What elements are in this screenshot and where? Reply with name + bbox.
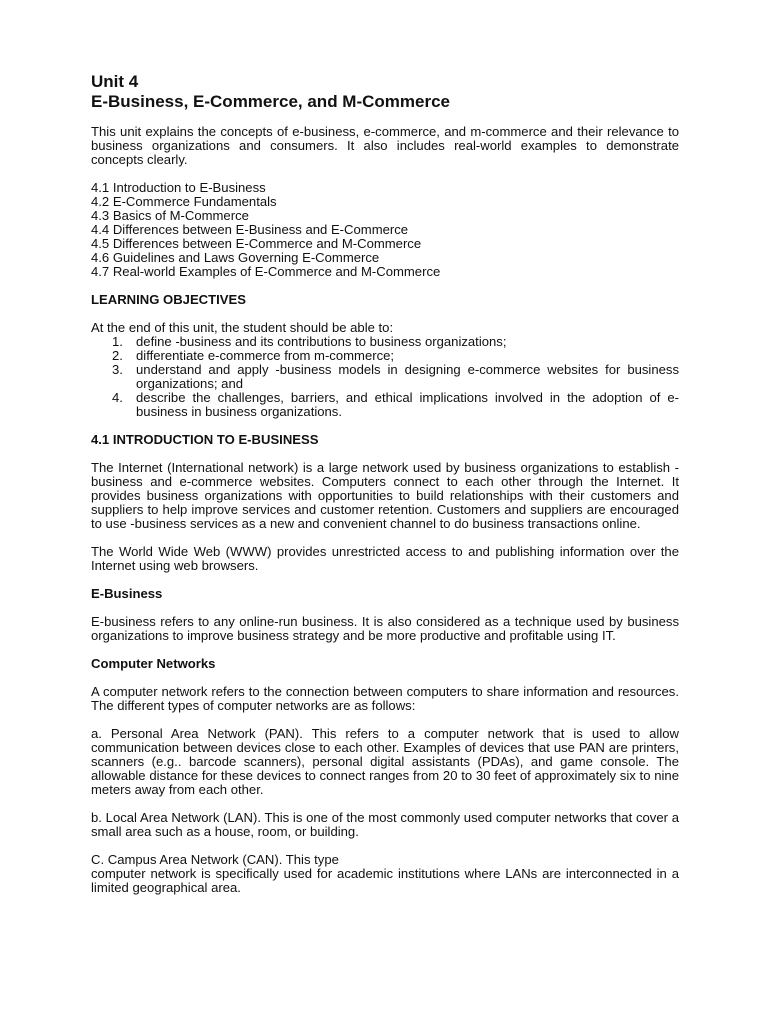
networks-intro-paragraph: A computer network refers to the connection between computers to share information and resources. The different types of computer networks are as follows:	[91, 684, 679, 713]
list-item-text: define -business and its contributions to business organizations;	[136, 334, 507, 349]
objectives-list	[91, 335, 679, 419]
list-item	[91, 349, 679, 363]
toc-item: 4.2 E-Commerce Fundamentals	[91, 194, 277, 209]
table-of-contents	[91, 181, 679, 279]
section-heading-4-1: 4.1 INTRODUCTION TO E-BUSINESS	[91, 432, 319, 447]
list-number: 3.	[112, 362, 123, 377]
ebusiness-paragraph: E-business refers to any online-run business. It is also considered as a technique used by business organizations to improve business strategy and be more productive and profitable using IT.	[91, 614, 679, 643]
toc-item: 4.5 Differences between E-Commerce and M-Commerce	[91, 236, 422, 251]
objectives-lead: At the end of this unit, the student should be able to:	[91, 320, 394, 335]
computer-networks-heading: Computer Networks	[91, 656, 216, 671]
ebusiness-heading: E-Business	[91, 586, 163, 601]
unit-number: Unit 4	[91, 72, 139, 91]
toc-item: 4.4 Differences between E-Business and E-Commerce	[91, 222, 409, 237]
toc-item: 4.7 Real-world Examples of E-Commerce and M-Commerce	[91, 264, 441, 279]
list-item	[91, 363, 679, 391]
toc-item: 4.6 Guidelines and Laws Governing E-Commerce	[91, 250, 380, 265]
list-number: 4.	[112, 390, 123, 405]
section-paragraph: The World Wide Web (WWW) provides unrestricted access to and publishing information over the Internet using web browsers.	[91, 544, 679, 573]
list-item-text: describe the challenges, barriers, and ethical implications involved in the adoption of e-business in business organizations.	[136, 390, 679, 419]
list-number: 1.	[112, 334, 123, 349]
can-paragraph-line1: C. Campus Area Network (CAN). This type	[91, 852, 339, 867]
list-item-text: differentiate e-commerce from m-commerce;	[136, 348, 395, 363]
list-number: 2.	[112, 348, 123, 363]
list-item	[91, 391, 679, 419]
toc-item: 4.3 Basics of M-Commerce	[91, 208, 249, 223]
intro-paragraph: This unit explains the concepts of e-business, e-commerce, and m-commerce and their relevance to business organizations and consumers. It also includes real-world examples to demonstrate concepts clearly.	[91, 124, 679, 167]
can-paragraph-line2: computer network is specifically used for academic institutions where LANs are interconnected in a limited geographical area.	[91, 866, 679, 895]
unit-title: E-Business, E-Commerce, and M-Commerce	[91, 92, 450, 111]
learning-objectives-heading: LEARNING OBJECTIVES	[91, 292, 246, 307]
pan-paragraph: a. Personal Area Network (PAN). This refers to a computer network that is used to allow communication between devices close to each other. Examples of devices that use PAN are printers, scanners (e.g.. barcode scanners), personal digital assistants (PDAs), and game console. The allowable distance for these devices to connect ranges from 20 to 30 feet of approximately six to nine meters away from each other.	[91, 726, 679, 797]
list-item	[91, 335, 679, 349]
lan-paragraph: b. Local Area Network (LAN). This is one of the most commonly used computer networks that cover a small area such as a house, room, or building.	[91, 810, 679, 839]
list-item-text: understand and apply -business models in designing e-commerce websites for business organizations; and	[136, 362, 679, 391]
document-page	[91, 72, 679, 895]
toc-item: 4.1 Introduction to E-Business	[91, 180, 266, 195]
section-paragraph: The Internet (International network) is a large network used by business organizations to establish -business and e-commerce websites. Computers connect to each other through the Internet. It provides business organizations with opportunities to build relationships with their customers and suppliers to help improve services and customer retention. Customers and suppliers are encouraged to use -business services as a new and convenient channel to do business transactions online.	[91, 460, 679, 531]
